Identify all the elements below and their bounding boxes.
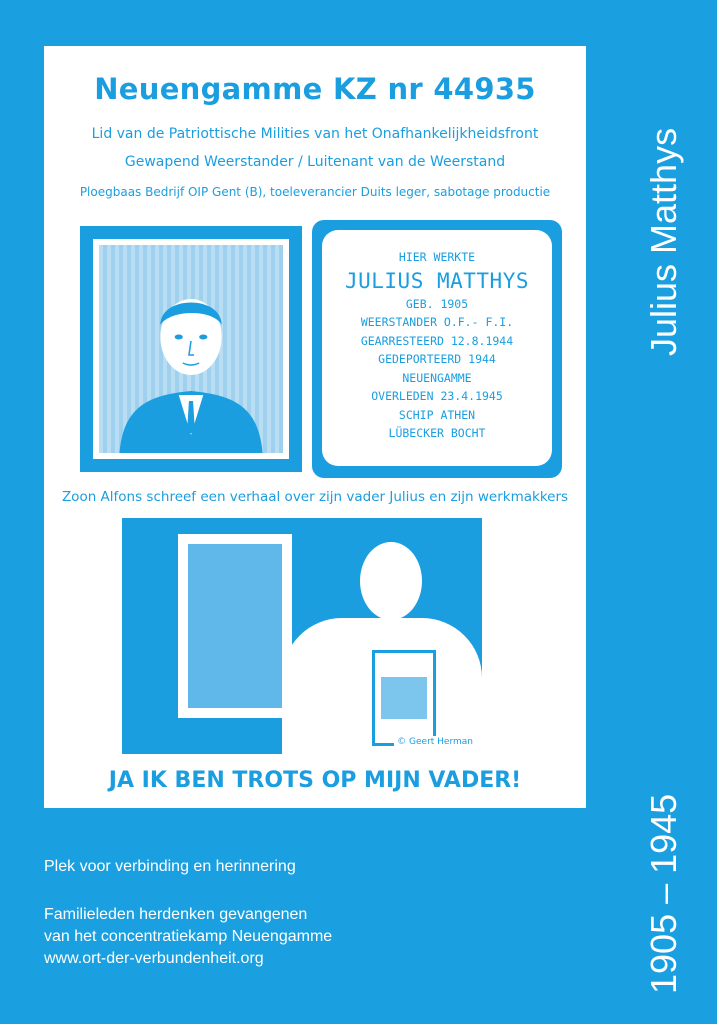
portrait-photo bbox=[80, 226, 302, 472]
photo-caption: Zoon Alfons schreef een verhaal over zijn vader Julius en zijn werkmakkers bbox=[61, 489, 569, 505]
stone-line: WEERSTANDER O.F.- F.I. bbox=[360, 315, 514, 329]
slogan: JA IK BEN TROTS OP MIJN VADER! bbox=[108, 768, 522, 793]
stone-line: OVERLEDEN 23.4.1945 bbox=[371, 389, 503, 403]
stolperstein-plaque bbox=[312, 220, 562, 478]
stone-line: GEB. 1905 bbox=[405, 296, 469, 311]
stone-line: LÜBECKER BOCHT bbox=[388, 426, 486, 440]
memorial-card bbox=[44, 46, 586, 808]
son-photo bbox=[122, 518, 482, 754]
subtitle-occupation: Ploegbaas Bedrijf OIP Gent (B), toeleverancier Duits leger, sabotage productie bbox=[79, 185, 551, 199]
book bbox=[372, 650, 436, 746]
stone-line: NEUENGAMME bbox=[402, 370, 472, 385]
stone-line-name: JULIUS MATTHYS bbox=[344, 268, 529, 293]
page-title: Neuengamme KZ nr 44935 bbox=[94, 72, 536, 106]
footer-website: www.ort-der-verbundenheit.org bbox=[44, 950, 264, 967]
stone-line: GEARRESTEERD 12.8.1944 bbox=[360, 333, 514, 348]
vertical-name: Julius Matthys bbox=[643, 127, 684, 356]
footer-text bbox=[44, 856, 332, 970]
subtitle-resistance: Gewapend Weerstander / Luitenant van de Weerstand bbox=[124, 154, 506, 170]
framed-portrait bbox=[170, 526, 300, 726]
stone-line: HIER WERKTE bbox=[398, 250, 476, 264]
stone-line: GEDEPORTEERD 1944 bbox=[378, 352, 496, 366]
footer-line: van het concentratiekamp Neuengamme bbox=[44, 928, 333, 945]
footer-line: Plek voor verbinding en herinnering bbox=[44, 858, 296, 875]
subtitle-militia: Lid van de Patriottische Milities van het Onafhankelijkheidsfront bbox=[91, 126, 539, 142]
stone-line: SCHIP ATHEN bbox=[398, 407, 476, 422]
photo-credit: © Geert Herman bbox=[394, 736, 476, 748]
vertical-years: 1905 – 1945 bbox=[643, 793, 684, 994]
footer-line: Familieleden herdenken gevangenen bbox=[44, 906, 308, 923]
